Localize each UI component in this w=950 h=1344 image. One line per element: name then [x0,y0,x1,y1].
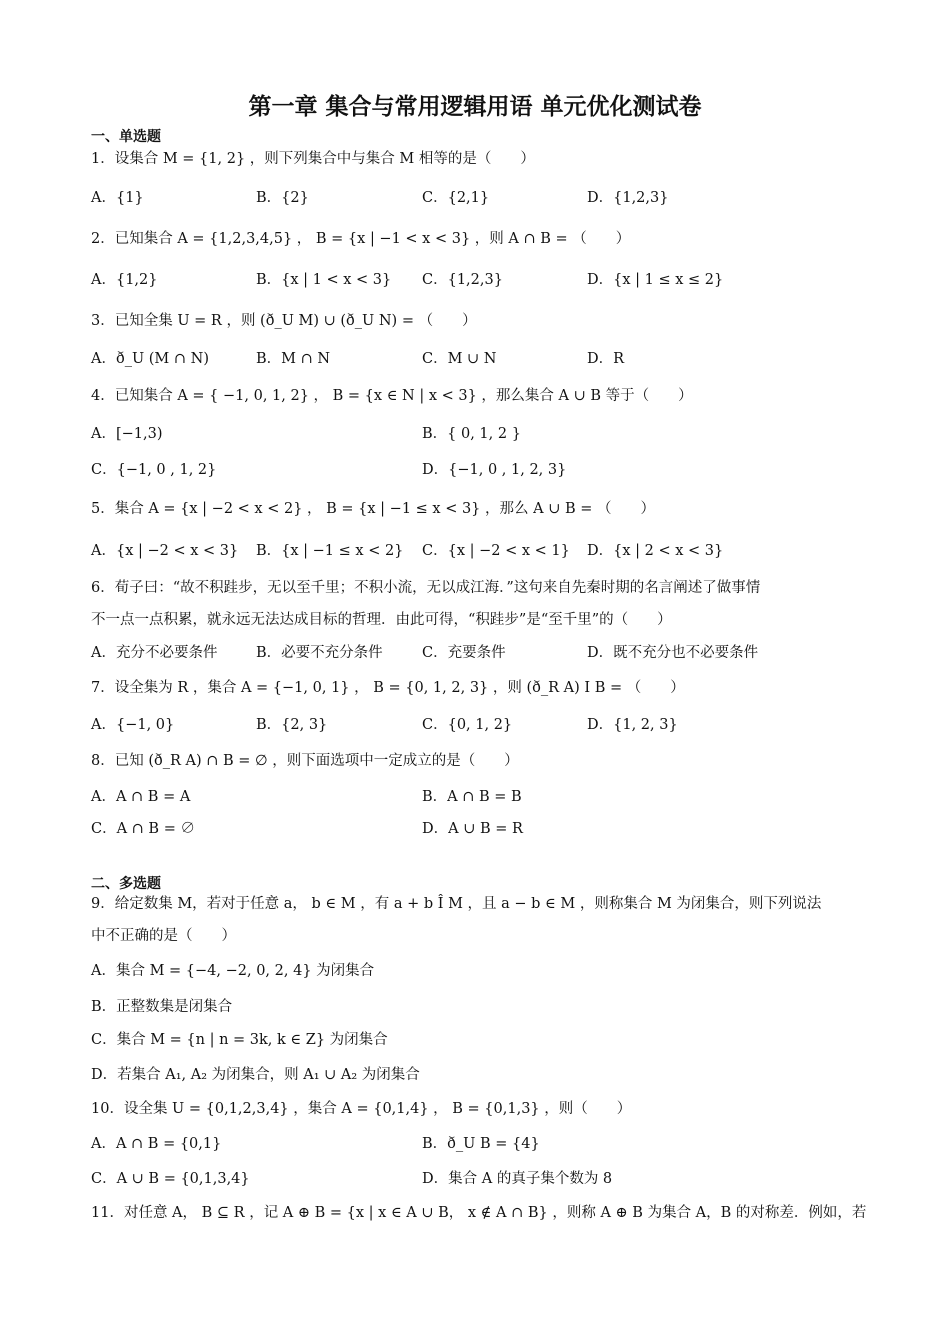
question-5-option-b: B．{x | −1 ≤ x < 2} [256,543,404,559]
question-2-option-d: D．{x | 1 ≤ x ≤ 2} [587,272,724,288]
question-2-option-c: C．{1,2,3} [422,272,503,288]
question-8-option-c: C．A ∩ B = ∅ [91,821,195,837]
question-3-option-b: B．M ∩ N [256,351,331,367]
question-10-option-a: A．A ∩ B = {0,1} [91,1136,222,1152]
question-1-stem: 1．设集合 M = {1, 2} ，则下列集合中与集合 M 相等的是（ ） [91,151,535,167]
question-6-option-d: D．既不充分也不必要条件 [587,645,759,661]
question-10-stem: 10．设全集 U = {0,1,2,3,4} ，集合 A = {0,1,4} ， B = {0,1,3} ，则（ ） [91,1101,632,1117]
question-8-stem: 8．已知 (ð_R A) ∩ B = ∅ ，则下面选项中一定成立的是（ ） [91,753,519,769]
question-8-option-d: D．A ∪ B = R [422,821,523,837]
question-8-option-b: B．A ∩ B = B [422,789,522,805]
question-11-line-1: 11．对任意 A， B ⊆ R ，记 A ⊕ B = {x | x ∈ A ∪ B， x ∉ A ∩ B} ，则称 A ⊕ B 为集合 A，B 的对称差．例如，若 [91,1205,867,1221]
question-1-option-d: D．{1,2,3} [587,190,669,206]
question-8-option-a: A．A ∩ B = A [91,789,191,805]
question-2-option-b: B．{x | 1 < x < 3} [256,272,392,288]
question-9-option-d: D．若集合 A₁, A₂ 为闭集合，则 A₁ ∪ A₂ 为闭集合 [91,1067,420,1083]
question-9-line-2: 中不正确的是（ ） [91,928,236,944]
question-9-option-b: B．正整数集是闭集合 [91,999,233,1015]
section-heading-multi: 二、多选题 [91,876,161,892]
question-2-stem: 2．已知集合 A = {1,2,3,4,5} ， B = {x | −1 < x < 3} ，则 A ∩ B = （ ） [91,231,631,247]
question-10-option-b: B．ð_U B = {4} [422,1136,540,1152]
question-4-option-a: A．[−1,3) [91,426,163,442]
question-9-option-a: A．集合 M = {−4, −2, 0, 2, 4} 为闭集合 [91,963,375,979]
question-6-option-b: B．必要不充分条件 [256,645,383,661]
question-3-stem: 3．已知全集 U = R ，则 (ð_U M) ∪ (ð_U N) = （ ） [91,313,477,329]
question-9-option-c: C．集合 M = {n | n = 3k, k ∈ Z} 为闭集合 [91,1032,388,1048]
question-7-option-c: C．{0, 1, 2} [422,717,513,733]
question-7-option-a: A．{−1, 0} [91,717,175,733]
section-heading-single: 一、单选题 [91,129,161,145]
question-4-option-c: C．{−1, 0 , 1, 2} [91,462,217,478]
question-1-option-c: C．{2,1} [422,190,490,206]
page-title: 第一章 集合与常用逻辑用语 单元优化测试卷 [248,94,702,120]
question-7-option-b: B．{2, 3} [256,717,328,733]
question-9-line-1: 9．给定数集 M，若对于任意 a， b ∈ M ，有 a + b Î M ，且 a − b ∈ M ，则称集合 M 为闭集合，则下列说法 [91,896,822,912]
question-5-option-a: A．{x | −2 < x < 3} [91,543,239,559]
question-5-option-d: D．{x | 2 < x < 3} [587,543,724,559]
question-3-option-d: D．R [587,351,625,367]
question-1-option-b: B．{2} [256,190,309,206]
question-6-line-1: 6．荀子曰：“故不积跬步，无以至千里；不积小流，无以成江海．”这句来自先秦时期的名言阐述了做事情 [91,580,761,596]
question-4-option-b: B．{ 0, 1, 2 } [422,426,521,442]
question-3-option-c: C．M ∪ N [422,351,497,367]
question-5-option-c: C．{x | −2 < x < 1} [422,543,570,559]
question-6-option-a: A．充分不必要条件 [91,645,218,661]
question-4-option-d: D．{−1, 0 , 1, 2, 3} [422,462,567,478]
question-7-stem: 7．设全集为 R ，集合 A = {−1, 0, 1} ， B = {0, 1, 2, 3} ，则 (ð_R A) I B = （ ） [91,680,685,696]
question-2-option-a: A．{1,2} [91,272,158,288]
question-5-stem: 5．集合 A = {x | −2 < x < 2} ， B = {x | −1 ≤ x < 3} ，那么 A ∪ B = （ ） [91,501,655,517]
question-7-option-d: D．{1, 2, 3} [587,717,678,733]
question-6-option-c: C．充要条件 [422,645,506,661]
question-10-option-d: D．集合 A 的真子集个数为 8 [422,1171,613,1187]
question-10-option-c: C．A ∪ B = {0,1,3,4} [91,1171,250,1187]
question-1-option-a: A．{1} [91,190,144,206]
question-6-line-2: 不一点一点积累，就永远无法达成目标的哲理．由此可得，“积跬步”是“至千里”的（ ） [91,612,672,628]
question-3-option-a: A．ð_U (M ∩ N) [91,351,209,367]
question-4-stem: 4．已知集合 A = { −1, 0, 1, 2} ， B = {x ∈ N | x < 3} ，那么集合 A ∪ B 等于（ ） [91,388,693,404]
